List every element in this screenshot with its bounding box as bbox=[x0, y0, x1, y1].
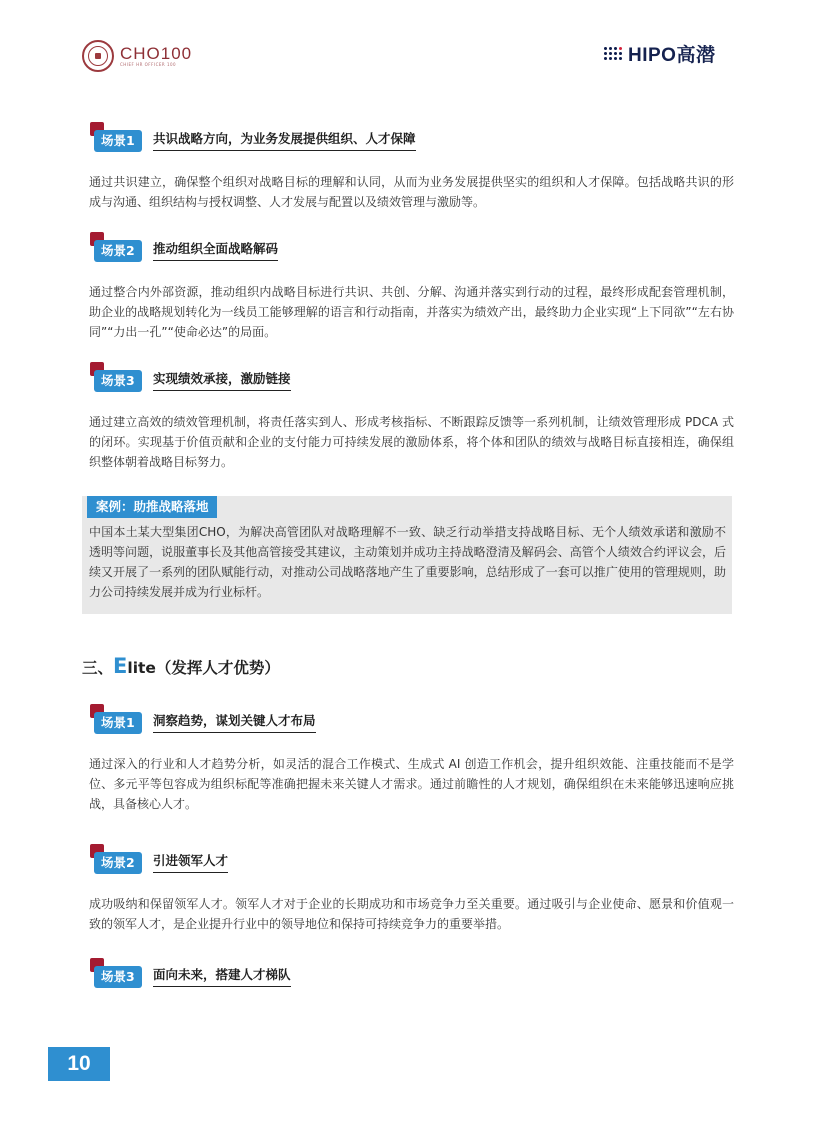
scene-header bbox=[88, 958, 734, 994]
scene-header bbox=[88, 844, 734, 880]
scene-tag: 场景2 bbox=[94, 852, 142, 874]
page-number: 10 bbox=[48, 1047, 110, 1081]
scene-header bbox=[88, 122, 734, 158]
scene-body: 通过深入的行业和人才趋势分析，如灵活的混合工作模式、生成式 AI 创造工作机会，提升组织效能、注重技能而不是学位、多元平等包容成为组织标配等准确把握未来关键人才需求。通过前瞻性的人才规划，确保组织在未来能够迅速响应挑战，具备核心人才。 bbox=[89, 757, 734, 811]
scene-title: 引进领军人才 bbox=[153, 853, 228, 873]
dots-logo-icon bbox=[604, 47, 622, 60]
section-heading-prefix: 三、 bbox=[82, 659, 114, 677]
scene-header bbox=[88, 362, 734, 398]
page-header bbox=[0, 0, 816, 90]
seal-logo-icon bbox=[82, 40, 114, 72]
scene-body: 通过整合内外部资源，推动组织内战略目标进行共识、共创、分解、沟通并落实到行动的过程，最终形成配套管理机制，助企业的战略规划转化为一线员工能够理解的语言和行动指南，并落实为绩效产出，最终助力企业实现“上下同欲”“左右协同”“力出一孔”“使命必达”的局面。 bbox=[89, 285, 734, 339]
scene-tag: 场景1 bbox=[94, 130, 142, 152]
scene-title: 洞察趋势，谋划关键人才布局 bbox=[153, 713, 316, 733]
scene-header bbox=[88, 232, 734, 268]
section-heading bbox=[82, 654, 734, 678]
scene-title: 推动组织全面战略解码 bbox=[153, 241, 278, 261]
hipo-logo bbox=[604, 40, 715, 67]
scene-title: 共识战略方向，为业务发展提供组织、人才保障 bbox=[153, 131, 416, 151]
case-box bbox=[82, 496, 732, 614]
scene-body: 成功吸纳和保留领军人才。领军人才对于企业的长期成功和市场竞争力至关重要。通过吸引与企业使命、愿景和价值观一致的领军人才，是企业提升行业中的领导地位和保持可持续竞争力的重要举措。 bbox=[89, 897, 734, 931]
cho100-logo-text: CHO100 bbox=[120, 43, 193, 63]
section-heading-letter: E bbox=[113, 654, 128, 678]
cho100-logo bbox=[82, 40, 192, 72]
section-heading-rest: lite（发挥人才优势） bbox=[127, 659, 280, 677]
scene-tag: 场景3 bbox=[94, 370, 142, 392]
scene-tag: 场景3 bbox=[94, 966, 142, 988]
case-body: 中国本土某大型集团CHO，为解决高管团队对战略理解不一致、缺乏行动举措支持战略目标、无个人绩效承诺和激励不透明等问题，说服董事长及其他高管接受其建议，主动策划并成功主持战略澄清及解码会、高管个人绩效合约评议会，后续又开展了一系列的团队赋能行动，对推动公司战略落地产生了重要影响，总结形成了一套可以推广使用的管理规则，助力公司持续发展并成为行业标杆。 bbox=[89, 525, 726, 599]
case-label: 案例：助推战略落地 bbox=[87, 496, 217, 518]
scene-title: 实现绩效承接，激励链接 bbox=[153, 371, 291, 391]
scene-tag: 场景2 bbox=[94, 240, 142, 262]
page-content bbox=[82, 122, 734, 1008]
scene-body: 通过建立高效的绩效管理机制，将责任落实到人、形成考核指标、不断跟踪反馈等一系列机制，让绩效管理形成 PDCA 式的闭环。实现基于价值贡献和企业的支付能力可持续发展的激励体系，将个体和团队的绩效与战略目标直接相连，确保组织整体朝着战略目标努力。 bbox=[89, 415, 734, 469]
scene-body: 通过共识建立，确保整个组织对战略目标的理解和认同，从而为业务发展提供坚实的组织和人才保障。包括战略共识的形成与沟通、组织结构与授权调整、人才发展与配置以及绩效管理与激励等。 bbox=[89, 175, 734, 209]
scene-header bbox=[88, 704, 734, 740]
cho100-logo-subtext: CHIEF HR OFFICER 100 bbox=[120, 61, 177, 67]
hipo-logo-text: HIPO高潜 bbox=[628, 45, 716, 66]
scene-tag: 场景1 bbox=[94, 712, 142, 734]
scene-title: 面向未来，搭建人才梯队 bbox=[153, 967, 291, 987]
